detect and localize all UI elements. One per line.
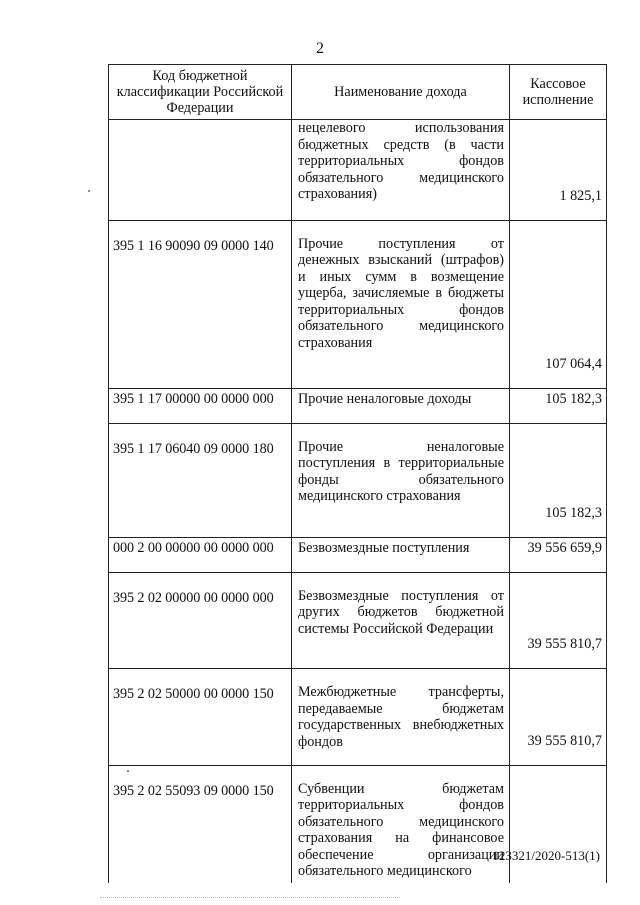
row-name: Субвенции бюджетам территориальных фондов обязательного медицинского страхования на финансовое обеспечение организации обязательного медицинского [298,780,504,880]
row-amount: 39 555 810,7 [527,732,602,749]
table-row [109,120,607,208]
row-amount: 39 556 659,9 [527,539,602,556]
document-id: 123321/2020-513(1) [492,848,600,863]
row-code: 395 2 02 50000 00 0000 150 [109,669,292,753]
row-amount: 107 064,4 [545,356,602,373]
row-code: 395 1 17 06040 09 0000 180 [109,423,292,525]
header-name: Наименование дохода [292,65,510,120]
header-code: Код бюджетной классификации Российской Федерации [109,65,292,120]
row-name: Прочие неналоговые доходы [298,391,472,407]
row-spacer [109,208,607,221]
row-name: Межбюджетные трансферты, передаваемые бюджетам государственных внебюджетных фондов [298,684,504,750]
table-row [109,538,607,560]
scan-speck [127,770,129,772]
row-amount: 39 555 810,7 [527,636,602,653]
row-code: 395 2 02 55093 09 0000 150 [109,765,292,883]
budget-revenue-table [108,64,607,883]
row-spacer [109,656,607,669]
row-code: 395 1 16 90090 09 0000 140 [109,220,292,376]
row-name: Прочие неналоговые поступления в территориальные фонды обязательного медицинского страхования [298,438,504,505]
row-spacer [109,376,607,389]
table-row [109,389,607,411]
header-amount: Кассовое исполнение [510,65,607,120]
page-number: 2 [316,40,324,57]
row-spacer [109,525,607,538]
row-code: 395 2 02 00000 00 0000 000 [109,572,292,656]
row-name: нецелевого использования бюджетных средств (в части территориальных фондов обязательного медицинского страхования) [298,120,504,203]
row-amount: 105 182,3 [545,390,602,407]
row-spacer [109,411,607,424]
table-row [109,423,607,525]
row-code: 395 1 17 00000 00 0000 000 [109,389,292,411]
scan-speck [88,190,90,192]
table-row [109,669,607,753]
row-amount: 1 825,1 [559,187,602,204]
table-header-row [109,65,607,120]
table-row [109,220,607,376]
row-spacer [109,753,607,766]
row-amount: 105 182,3 [545,505,602,522]
row-name: Безвозмездные поступления [298,540,470,556]
row-name: Прочие поступления от денежных взысканий (штрафов) и иных сумм в возмещение ущерба, зачисляемые в бюджеты территориальных фондов обязательного медицинского страхования [298,235,504,352]
table-row [109,765,607,883]
row-spacer [109,560,607,573]
scan-edge [100,897,400,899]
row-name: Безвозмездные поступления от других бюджетов бюджетной системы Российской Федерации [298,587,504,637]
row-code [109,120,292,208]
row-code: 000 2 00 00000 00 0000 000 [109,538,292,560]
table-row [109,572,607,656]
